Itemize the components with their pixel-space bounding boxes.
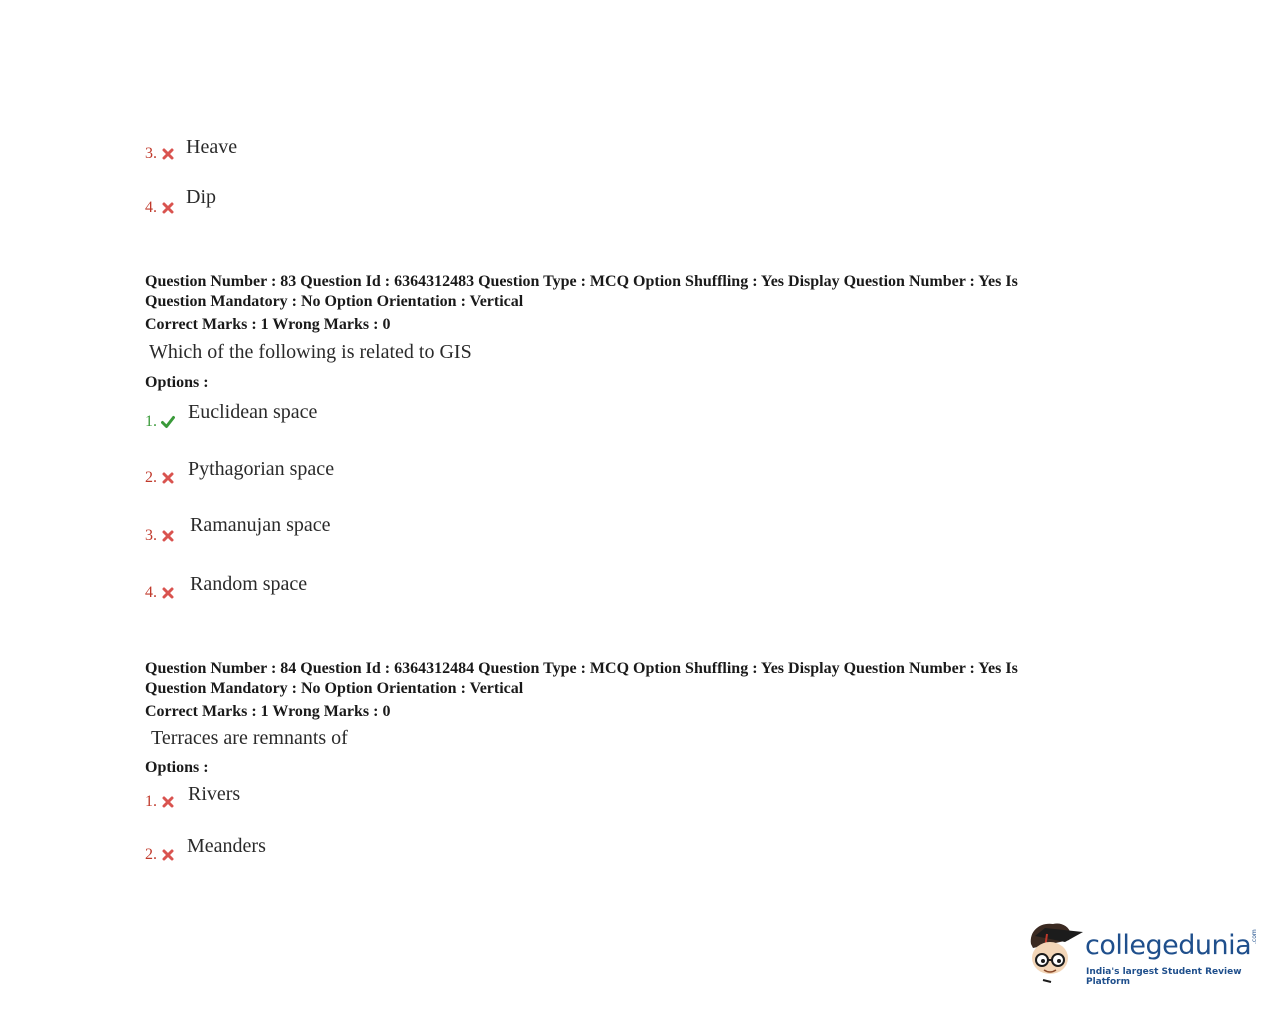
logo-com: .com	[1251, 929, 1258, 944]
wrong-cross-icon	[161, 795, 175, 809]
mascot-icon	[1025, 918, 1085, 986]
option-text: Heave	[186, 136, 238, 158]
question-meta-line: Question Number : 84 Question Id : 6364312484 Question Type : MCQ Option Shuffling : Yes Display Question Number : Yes Is	[145, 660, 1018, 677]
collegedunia-logo	[1025, 918, 1265, 988]
question-meta-line: Question Mandatory : No Option Orientation : Vertical	[145, 680, 524, 697]
wrong-cross-icon	[161, 201, 175, 215]
option-number: 2.	[145, 846, 175, 864]
marks-line: Correct Marks : 1 Wrong Marks : 0	[145, 316, 391, 333]
option-number: 4.	[145, 584, 175, 602]
option-number: 3.	[145, 145, 175, 163]
logo-wordmark: collegedunia	[1085, 930, 1252, 961]
wrong-cross-icon	[161, 529, 175, 543]
option-number: 3.	[145, 527, 175, 545]
question-84-block	[145, 659, 1018, 722]
logo-tagline: India's largest Student Review Platform	[1086, 967, 1242, 987]
option-text: Dip	[186, 186, 216, 208]
wrong-cross-icon	[161, 147, 175, 161]
marks-line: Correct Marks : 1 Wrong Marks : 0	[145, 703, 391, 720]
option-number: 2.	[145, 469, 175, 487]
wrong-cross-icon	[161, 848, 175, 862]
option-text: Euclidean space	[188, 401, 318, 423]
option-text: Pythagorian space	[188, 458, 335, 480]
option-text: Random space	[190, 573, 308, 595]
options-label: Options :	[145, 374, 209, 391]
option-number: 4.	[145, 199, 175, 217]
question-text: Terraces are remnants of	[151, 727, 348, 749]
correct-check-icon	[161, 415, 175, 429]
question-meta-line: Question Mandatory : No Option Orientation : Vertical	[145, 293, 524, 310]
option-text: Rivers	[188, 783, 241, 805]
options-label: Options :	[145, 759, 209, 776]
option-text: Ramanujan space	[190, 514, 331, 536]
wrong-cross-icon	[161, 586, 175, 600]
question-83-block	[145, 272, 1018, 335]
question-text: Which of the following is related to GIS	[149, 341, 472, 363]
option-number: 1.	[145, 793, 175, 811]
wrong-cross-icon	[161, 471, 175, 485]
option-number: 1.	[145, 413, 175, 431]
option-text: Meanders	[187, 835, 266, 857]
question-meta-line: Question Number : 83 Question Id : 6364312483 Question Type : MCQ Option Shuffling : Yes Display Question Number : Yes Is	[145, 273, 1018, 290]
